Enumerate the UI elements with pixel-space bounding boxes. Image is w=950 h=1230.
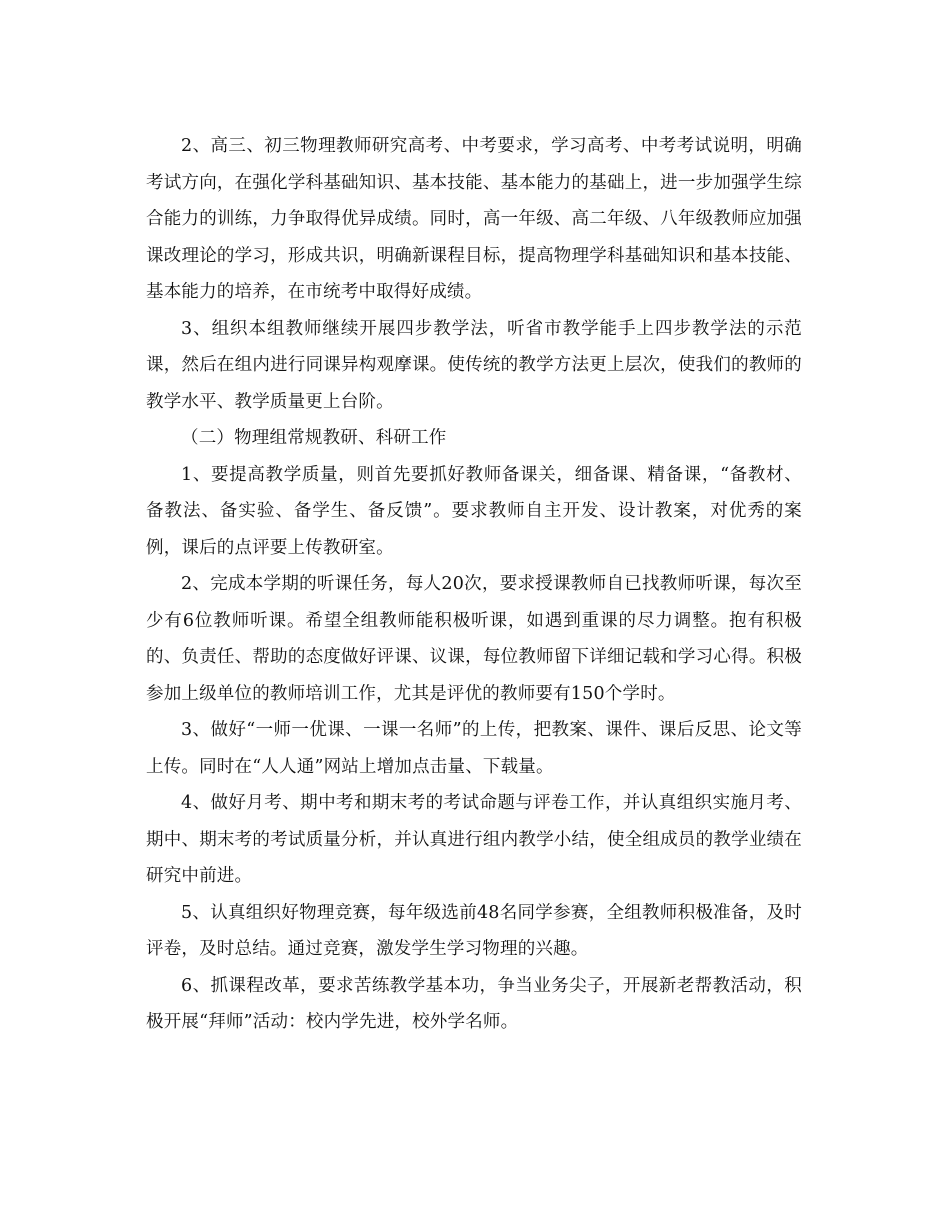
section-heading: （二）物理组常规教研、科研工作 xyxy=(181,428,447,448)
paragraph-routine-1: 1、要提高教学质量，则首先要抓好教师备课关，细备课、精备课，“备教材、备教法、备实验、备学生、备反馈”。要求教师自主开发、设计教案，对优秀的案例，课后的点评要上传教研室。 xyxy=(146,464,802,558)
paragraph-item-2: 2、高三、初三物理教师研究高考、中考要求，学习高考、中考考试说明，明确考试方向，在强化学科基础知识、基本技能、基本能力的基础上，进一步加强学生综合能力的训练，力争取得优异成绩。同时，高一年级、高二年级、八年级教师应加强课改理论的学习，形成共识，明确新课程目标，提高物理学科基础知识和基本技能、基本能力的培养，在市统考中取得好成绩。 xyxy=(146,136,802,302)
paragraph-routine-5: 5、认真组织好物理竞赛，每年级选前48名同学参赛，全组教师积极准备，及时评卷，及时总结。通过竞赛，激发学生学习物理的兴趣。 xyxy=(146,902,802,959)
paragraph-routine-6: 6、抓课程改革，要求苦练教学基本功，争当业务尖子，开展新老帮教活动，积极开展“拜师”活动：校内学先进，校外学名师。 xyxy=(146,975,802,1032)
paragraph-routine-2: 2、完成本学期的听课任务，每人20次，要求授课教师自已找教师听课，每次至少有6位教师听课。希望全组教师能积极听课，如遇到重课的尽力调整。抱有积极的、负责任、帮助的态度做好评课、议课，每位教师留下详细记载和学习心得。积极参加上级单位的教师培训工作，尤其是评优的教师要有150个学时。 xyxy=(146,574,802,704)
paragraph-item-3: 3、组织本组教师继续开展四步教学法，听省市教学能手上四步教学法的示范课，然后在组内进行同课异构观摩课。使传统的教学方法更上层次，使我们的教师的教学水平、教学质量更上台阶。 xyxy=(146,318,802,412)
paragraph-routine-3: 3、做好“一师一优课、一课一名师”的上传，把教案、课件、课后反思、论文等上传。同时在“人人通”网站上增加点击量、下载量。 xyxy=(146,720,802,777)
paragraph-routine-4: 4、做好月考、期中考和期末考的考试命题与评卷工作，并认真组织实施月考、期中、期末考的考试质量分析，并认真进行组内教学小结，使全组成员的教学业绩在研究中前进。 xyxy=(146,793,802,886)
document-body xyxy=(146,128,802,1041)
